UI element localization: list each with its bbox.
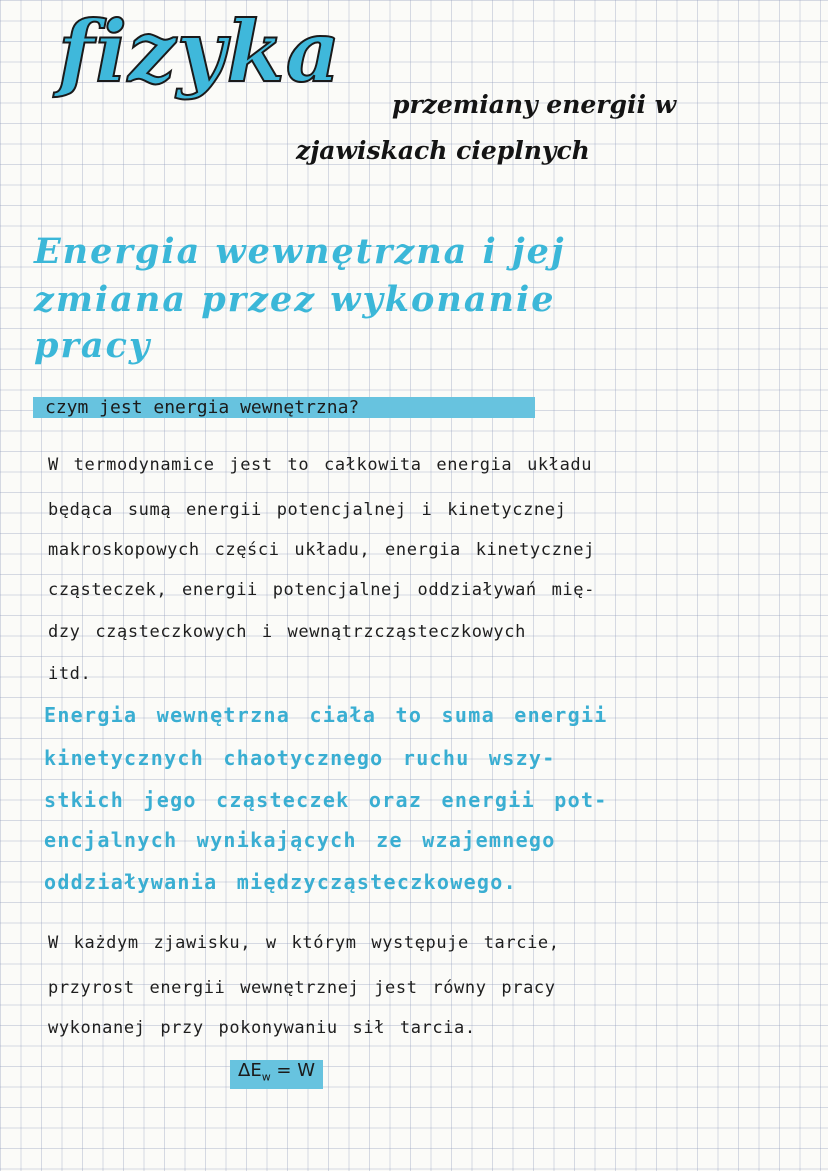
paragraph2-line-3: wykonanej przy pokonywaniu sił tarcia. <box>48 1018 476 1038</box>
paragraph1-line-5: dzy cząsteczkowych i wewnątrzcząsteczkowych <box>48 622 526 642</box>
paragraph1-line-4: cząsteczek, energii potencjalnej oddziaływań mię- <box>48 580 595 600</box>
section-heading-line-3: pracy <box>34 325 152 366</box>
formula-lhs: ΔE <box>238 1060 262 1081</box>
formula-highlight <box>230 1060 323 1089</box>
paragraph2-line-2: przyrost energii wewnętrznej jest równy pracy <box>48 978 556 998</box>
paragraph1-line-2: będąca sumą energii potencjalnej i kinetycznej <box>48 500 567 520</box>
definition-line-2: kinetycznych chaotycznego ruchu wszy- <box>44 746 556 770</box>
paragraph1-line-3: makroskopowych części układu, energia kinetycznej <box>48 540 595 560</box>
paragraph2-line-1: W każdym zjawisku, w którym występuje tarcie, <box>48 933 560 953</box>
formula-subscript: w <box>261 1070 271 1084</box>
section-heading-line-1: Energia wewnętrzna i jej <box>34 231 566 272</box>
page-title: fizyka <box>58 2 342 101</box>
definition-line-3: stkich jego cząsteczek oraz energii pot- <box>44 788 608 812</box>
section-heading-line-2: zmiana przez wykonanie <box>34 279 556 320</box>
subtitle-line-1: przemiany energii w <box>392 90 677 119</box>
definition-line-5: oddziaływania międzycząsteczkowego. <box>44 870 517 894</box>
subtitle-line-2: zjawiskach cieplnych <box>296 136 590 165</box>
paragraph1-line-6: itd. <box>48 664 92 684</box>
definition-line-1: Energia wewnętrzna ciała to suma energii <box>44 703 608 727</box>
definition-line-4: encjalnych wynikających ze wzajemnego <box>44 828 556 852</box>
formula-rhs: = W <box>276 1060 316 1081</box>
question-highlight: czym jest energia wewnętrzna? <box>33 397 535 418</box>
paragraph1-line-1: W termodynamice jest to całkowita energia układu <box>48 455 593 475</box>
